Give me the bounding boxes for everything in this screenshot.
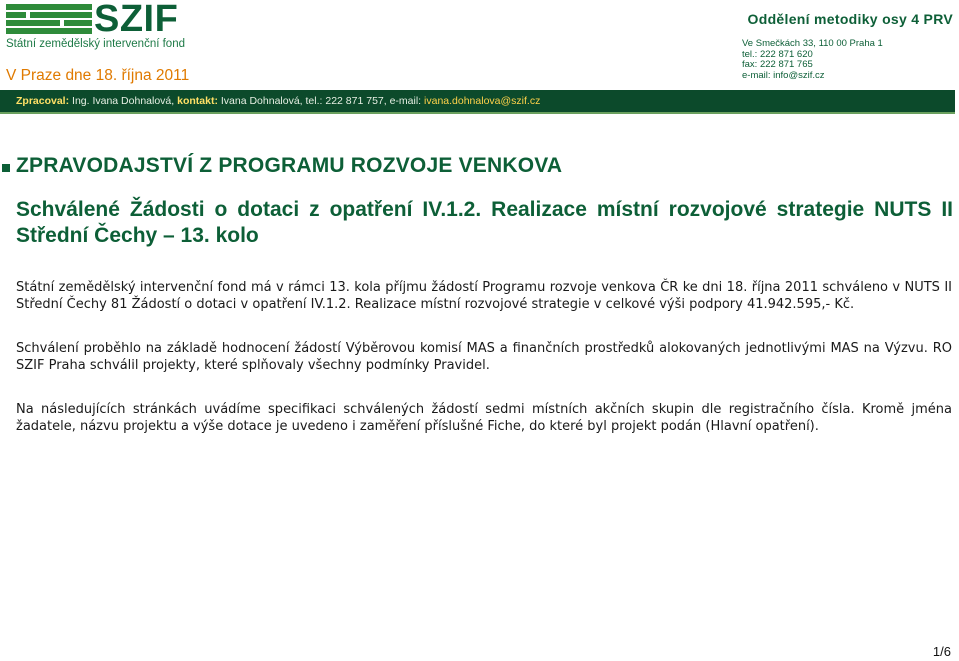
contact-email[interactable]: e-mail: info@szif.cz [742, 69, 825, 81]
contact-block [742, 39, 883, 81]
section-bullet-icon [2, 164, 10, 172]
author-bar [0, 90, 955, 114]
contact-address: Ve Smečkách 33, 110 00 Praha 1 [742, 38, 883, 49]
author-line [16, 95, 540, 107]
section-title: ZPRAVODAJSTVÍ Z PROGRAMU ROZVOJE VENKOVA [16, 154, 563, 177]
author-contact: Ivana Dohnalová, tel.: 222 871 757, e-mail: [217, 95, 425, 107]
department-title: Oddělení metodiky osy 4 PRV [747, 11, 953, 27]
document-subtitle: Schválené Žádosti o dotaci z opatření IV.1.2. Realizace místní rozvojové strategie NUTS II Střední Čechy – 13. kolo [16, 198, 953, 247]
prepared-by: Ing. Ivana Dohnalová, [69, 95, 178, 107]
paragraph-following-pages: Na následujících stránkách uvádíme specifikaci schválených žádostí sedmi místních akčních skupin dle registračního čísla. Kromě jména žadatele, názvu projektu a výše dotace je uvedeno i zaměření příslušné Fiche, do které byl projekt podán (Hlavní opatření). [16, 402, 952, 434]
contact-label: kontakt: [177, 95, 218, 107]
place-date: V Praze dne 18. října 2011 [6, 67, 190, 84]
author-email-link[interactable]: ivana.dohnalova@szif.cz [424, 95, 541, 107]
logo-subtitle: Státní zemědělský intervenční fond [6, 38, 185, 50]
contact-fax: fax: 222 871 765 [742, 59, 813, 70]
paragraph-intro: Státní zemědělský intervenční fond má v rámci 13. kola příjmu žádostí Programu rozvoje venkova ČR ke dni 18. října 2011 schváleno v NUTS II Střední Čechy 81 Žádostí o dotaci v opatření IV.1.2. Realizace místní rozvojové strategie v celkové výši podpory 41.942.595,- Kč. [16, 280, 952, 312]
szif-logo [6, 0, 186, 52]
contact-tel: tel.: 222 871 620 [742, 48, 813, 60]
paragraph-approval: Schválení proběhlo na základě hodnocení žádostí Výběrovou komisí MAS a finančních prostředků alokovaných jednotlivými MAS na Výzvu. RO SZIF Praha schválil projekty, které splňovaly všechny podmínky Pravidel. [16, 341, 952, 373]
logo-wordmark: SZIF [94, 0, 179, 40]
prepared-label: Zpracoval: [16, 95, 70, 107]
szif-logo-mark [6, 4, 92, 36]
page-number: 1/6 [932, 644, 951, 659]
